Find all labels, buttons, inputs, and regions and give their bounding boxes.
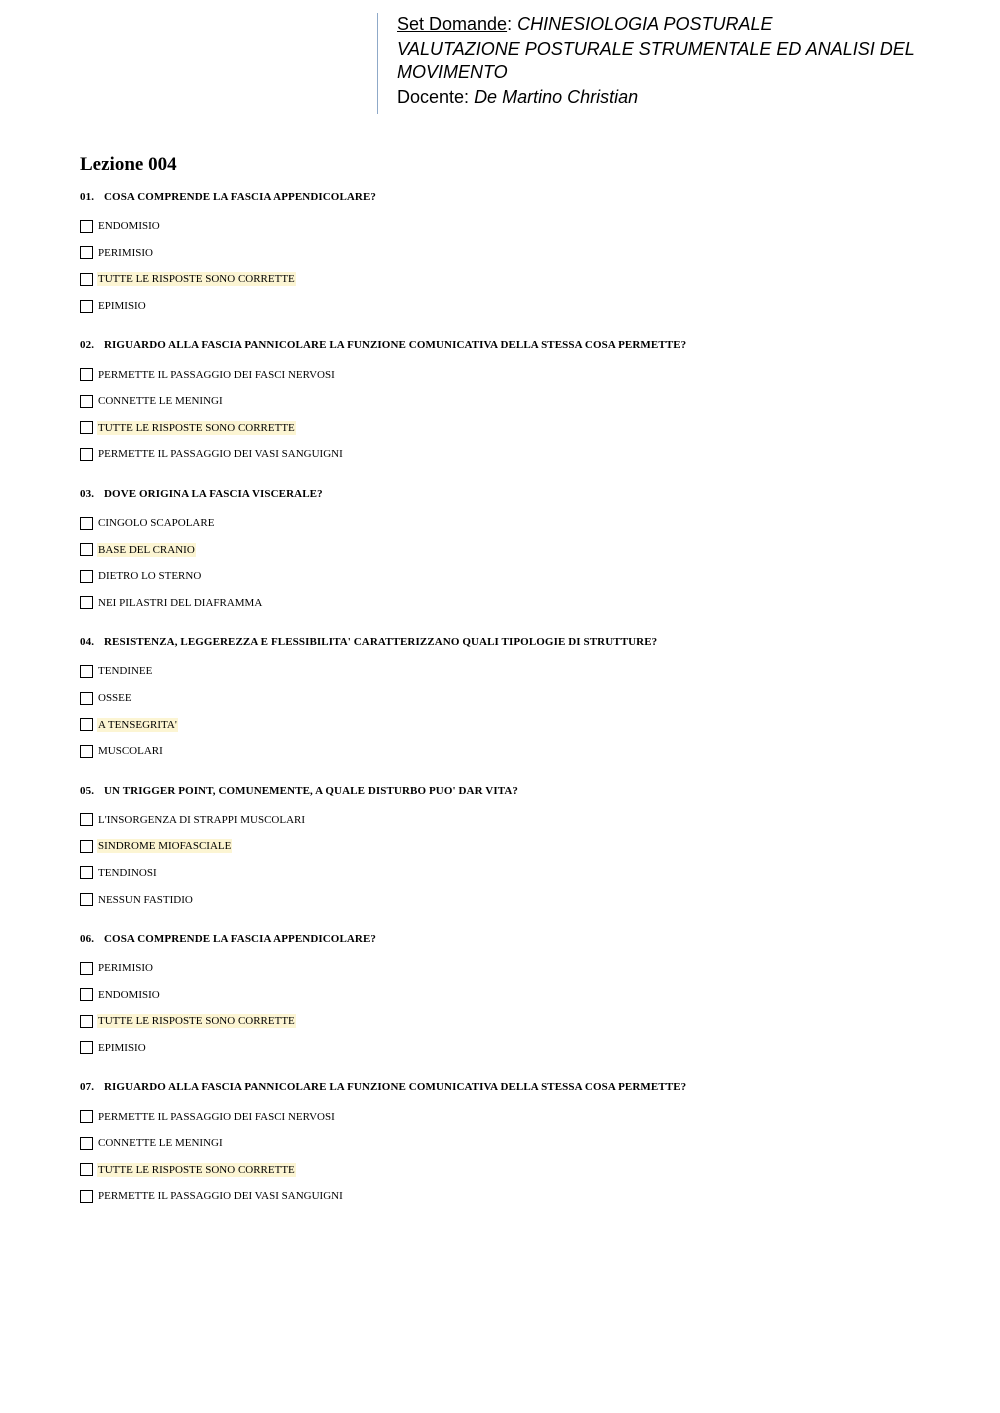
answer-option[interactable]	[80, 807, 940, 834]
answer-checkbox[interactable]	[80, 1015, 93, 1028]
question-number: 03.	[80, 487, 95, 500]
question-item	[80, 190, 940, 319]
answer-label: EPIMISIO	[98, 1041, 146, 1054]
question-title	[80, 487, 940, 501]
header-set-line: Set Domande: CHINESIOLOGIA POSTURALE	[397, 14, 773, 34]
question-title	[80, 932, 940, 946]
answer-label: NEI PILASTRI DEL DIAFRAMMA	[98, 596, 263, 609]
answer-checkbox[interactable]	[80, 570, 93, 583]
question-item	[80, 932, 940, 1061]
question-title	[80, 784, 940, 798]
answer-label: A TENSEGRITA'	[98, 718, 177, 731]
answer-option[interactable]	[80, 658, 940, 685]
question-item	[80, 338, 940, 467]
answer-option[interactable]	[80, 441, 940, 468]
question-item	[80, 487, 940, 616]
answer-checkbox[interactable]	[80, 395, 93, 408]
answer-option[interactable]	[80, 590, 940, 617]
answer-option[interactable]	[80, 1103, 940, 1130]
answer-option[interactable]	[80, 361, 940, 388]
question-text: COSA COMPRENDE LA FASCIA APPENDICOLARE?	[104, 191, 377, 203]
subject-title: CHINESIOLOGIA POSTURALE	[517, 14, 773, 34]
answer-checkbox[interactable]	[80, 840, 93, 853]
question-number: 07.	[80, 1081, 95, 1094]
answer-option[interactable]	[80, 981, 940, 1008]
question-item	[80, 635, 940, 764]
answer-checkbox[interactable]	[80, 368, 93, 381]
answer-label: DIETRO LO STERNO	[98, 570, 202, 583]
answer-checkbox[interactable]	[80, 1137, 93, 1150]
answer-checkbox[interactable]	[80, 421, 93, 434]
header-teacher-line	[397, 86, 937, 109]
question-title	[80, 338, 940, 352]
answer-option[interactable]	[80, 1183, 940, 1210]
answer-checkbox[interactable]	[80, 246, 93, 259]
answer-label: MUSCOLARI	[98, 745, 163, 758]
question-number: 06.	[80, 932, 95, 945]
question-item	[80, 1080, 940, 1209]
answer-label: TUTTE LE RISPOSTE SONO CORRETTE	[98, 421, 295, 434]
answer-label: ENDOMISIO	[98, 988, 160, 1001]
answer-checkbox[interactable]	[80, 745, 93, 758]
answer-option[interactable]	[80, 213, 940, 240]
answer-checkbox[interactable]	[80, 1163, 93, 1176]
answer-option[interactable]	[80, 388, 940, 415]
answer-option[interactable]	[80, 738, 940, 765]
answer-checkbox[interactable]	[80, 300, 93, 313]
question-number: 01.	[80, 191, 95, 203]
answer-checkbox[interactable]	[80, 220, 93, 233]
answer-checkbox[interactable]	[80, 596, 93, 609]
answer-checkbox[interactable]	[80, 813, 93, 826]
question-title	[80, 190, 940, 204]
answer-option-correct[interactable]	[80, 266, 940, 293]
question-text: RIGUARDO ALLA FASCIA PANNICOLARE LA FUNZIONE COMUNICATIVA DELLA STESSA COSA PERMETTE?	[104, 1081, 687, 1094]
answer-option-correct[interactable]	[80, 536, 940, 563]
question-list	[80, 190, 940, 1210]
answer-checkbox[interactable]	[80, 988, 93, 1001]
answer-checkbox[interactable]	[80, 692, 93, 705]
answer-checkbox[interactable]	[80, 543, 93, 556]
answer-option[interactable]	[80, 510, 940, 537]
question-text: COSA COMPRENDE LA FASCIA APPENDICOLARE?	[104, 932, 377, 945]
question-number: 05.	[80, 784, 95, 797]
answer-label: SINDROME MIOFASCIALE	[98, 840, 232, 853]
question-set	[80, 152, 940, 1229]
set-label: Set Domande	[397, 14, 508, 34]
answer-option[interactable]	[80, 293, 940, 320]
answer-checkbox[interactable]	[80, 962, 93, 975]
answer-checkbox[interactable]	[80, 718, 93, 731]
answer-label: PERMETTE IL PASSAGGIO DEI VASI SANGUIGNI	[98, 1190, 343, 1203]
course-title-text: VALUTAZIONE POSTURALE STRUMENTALE ED ANALISI DEL MOVIMENTO	[397, 39, 915, 82]
answer-label: EPIMISIO	[98, 300, 146, 313]
answer-option-correct[interactable]	[80, 415, 940, 442]
question-text: RESISTENZA, LEGGEREZZA E FLESSIBILITA' CARATTERIZZANO QUALI TIPOLOGIE DI STRUTTURE?	[104, 636, 658, 649]
answer-label: L'INSORGENZA DI STRAPPI MUSCOLARI	[98, 813, 306, 826]
answer-checkbox[interactable]	[80, 448, 93, 461]
answer-checkbox[interactable]	[80, 1041, 93, 1054]
answer-option[interactable]	[80, 1035, 940, 1062]
answer-label: NESSUN FASTIDIO	[98, 893, 193, 906]
teacher-name: De Martino Christian	[474, 87, 639, 107]
answer-label: PERIMISIO	[98, 246, 154, 259]
answer-checkbox[interactable]	[80, 1190, 93, 1203]
answer-option[interactable]	[80, 955, 940, 982]
answer-checkbox[interactable]	[80, 665, 93, 678]
answer-option[interactable]	[80, 860, 940, 887]
question-title	[80, 635, 940, 649]
answer-label: PERIMISIO	[98, 962, 154, 975]
question-text: RIGUARDO ALLA FASCIA PANNICOLARE LA FUNZIONE COMUNICATIVA DELLA STESSA COSA PERMETTE?	[104, 339, 687, 352]
question-text: DOVE ORIGINA LA FASCIA VISCERALE?	[104, 487, 323, 500]
question-title	[80, 1080, 940, 1094]
answer-label: TUTTE LE RISPOSTE SONO CORRETTE	[98, 273, 295, 286]
answer-checkbox[interactable]	[80, 893, 93, 906]
answer-option-correct[interactable]	[80, 711, 940, 738]
teacher-label: Docente:	[397, 87, 470, 107]
answer-option-correct[interactable]	[80, 833, 940, 860]
answer-option[interactable]	[80, 1130, 940, 1157]
answer-label: TUTTE LE RISPOSTE SONO CORRETTE	[98, 1015, 295, 1028]
answer-label: OSSEE	[98, 692, 132, 705]
question-number: 04.	[80, 636, 95, 649]
answer-checkbox[interactable]	[80, 866, 93, 879]
answer-label: TENDINOSI	[98, 866, 157, 879]
answer-label: ENDOMISIO	[98, 220, 160, 233]
answer-checkbox[interactable]	[80, 1110, 93, 1123]
answer-label: BASE DEL CRANIO	[98, 543, 195, 556]
answer-label: PERMETTE IL PASSAGGIO DEI VASI SANGUIGNI	[98, 448, 343, 461]
answer-checkbox[interactable]	[80, 517, 93, 530]
answer-label: TUTTE LE RISPOSTE SONO CORRETTE	[98, 1163, 295, 1176]
question-text: UN TRIGGER POINT, COMUNEMENTE, A QUALE DISTURBO PUO' DAR VITA?	[104, 784, 518, 797]
question-item	[80, 784, 940, 913]
answer-label: TENDINEE	[98, 665, 153, 678]
answer-option-correct[interactable]	[80, 1156, 940, 1183]
answer-label: CINGOLO SCAPOLARE	[98, 517, 215, 530]
answer-label: PERMETTE IL PASSAGGIO DEI FASCI NERVOSI	[98, 368, 335, 381]
answer-option[interactable]	[80, 886, 940, 913]
question-number: 02.	[80, 339, 95, 352]
answer-label: CONNETTE LE MENINGI	[98, 1137, 223, 1150]
course-title	[397, 38, 937, 84]
answer-option[interactable]	[80, 685, 940, 712]
document-header	[377, 13, 937, 114]
answer-label: PERMETTE IL PASSAGGIO DEI FASCI NERVOSI	[98, 1110, 335, 1123]
answer-option-correct[interactable]	[80, 1008, 940, 1035]
answer-option[interactable]	[80, 240, 940, 267]
answer-option[interactable]	[80, 563, 940, 590]
lesson-title: Lezione 004	[80, 154, 177, 175]
answer-checkbox[interactable]	[80, 273, 93, 286]
answer-label: CONNETTE LE MENINGI	[98, 395, 223, 408]
